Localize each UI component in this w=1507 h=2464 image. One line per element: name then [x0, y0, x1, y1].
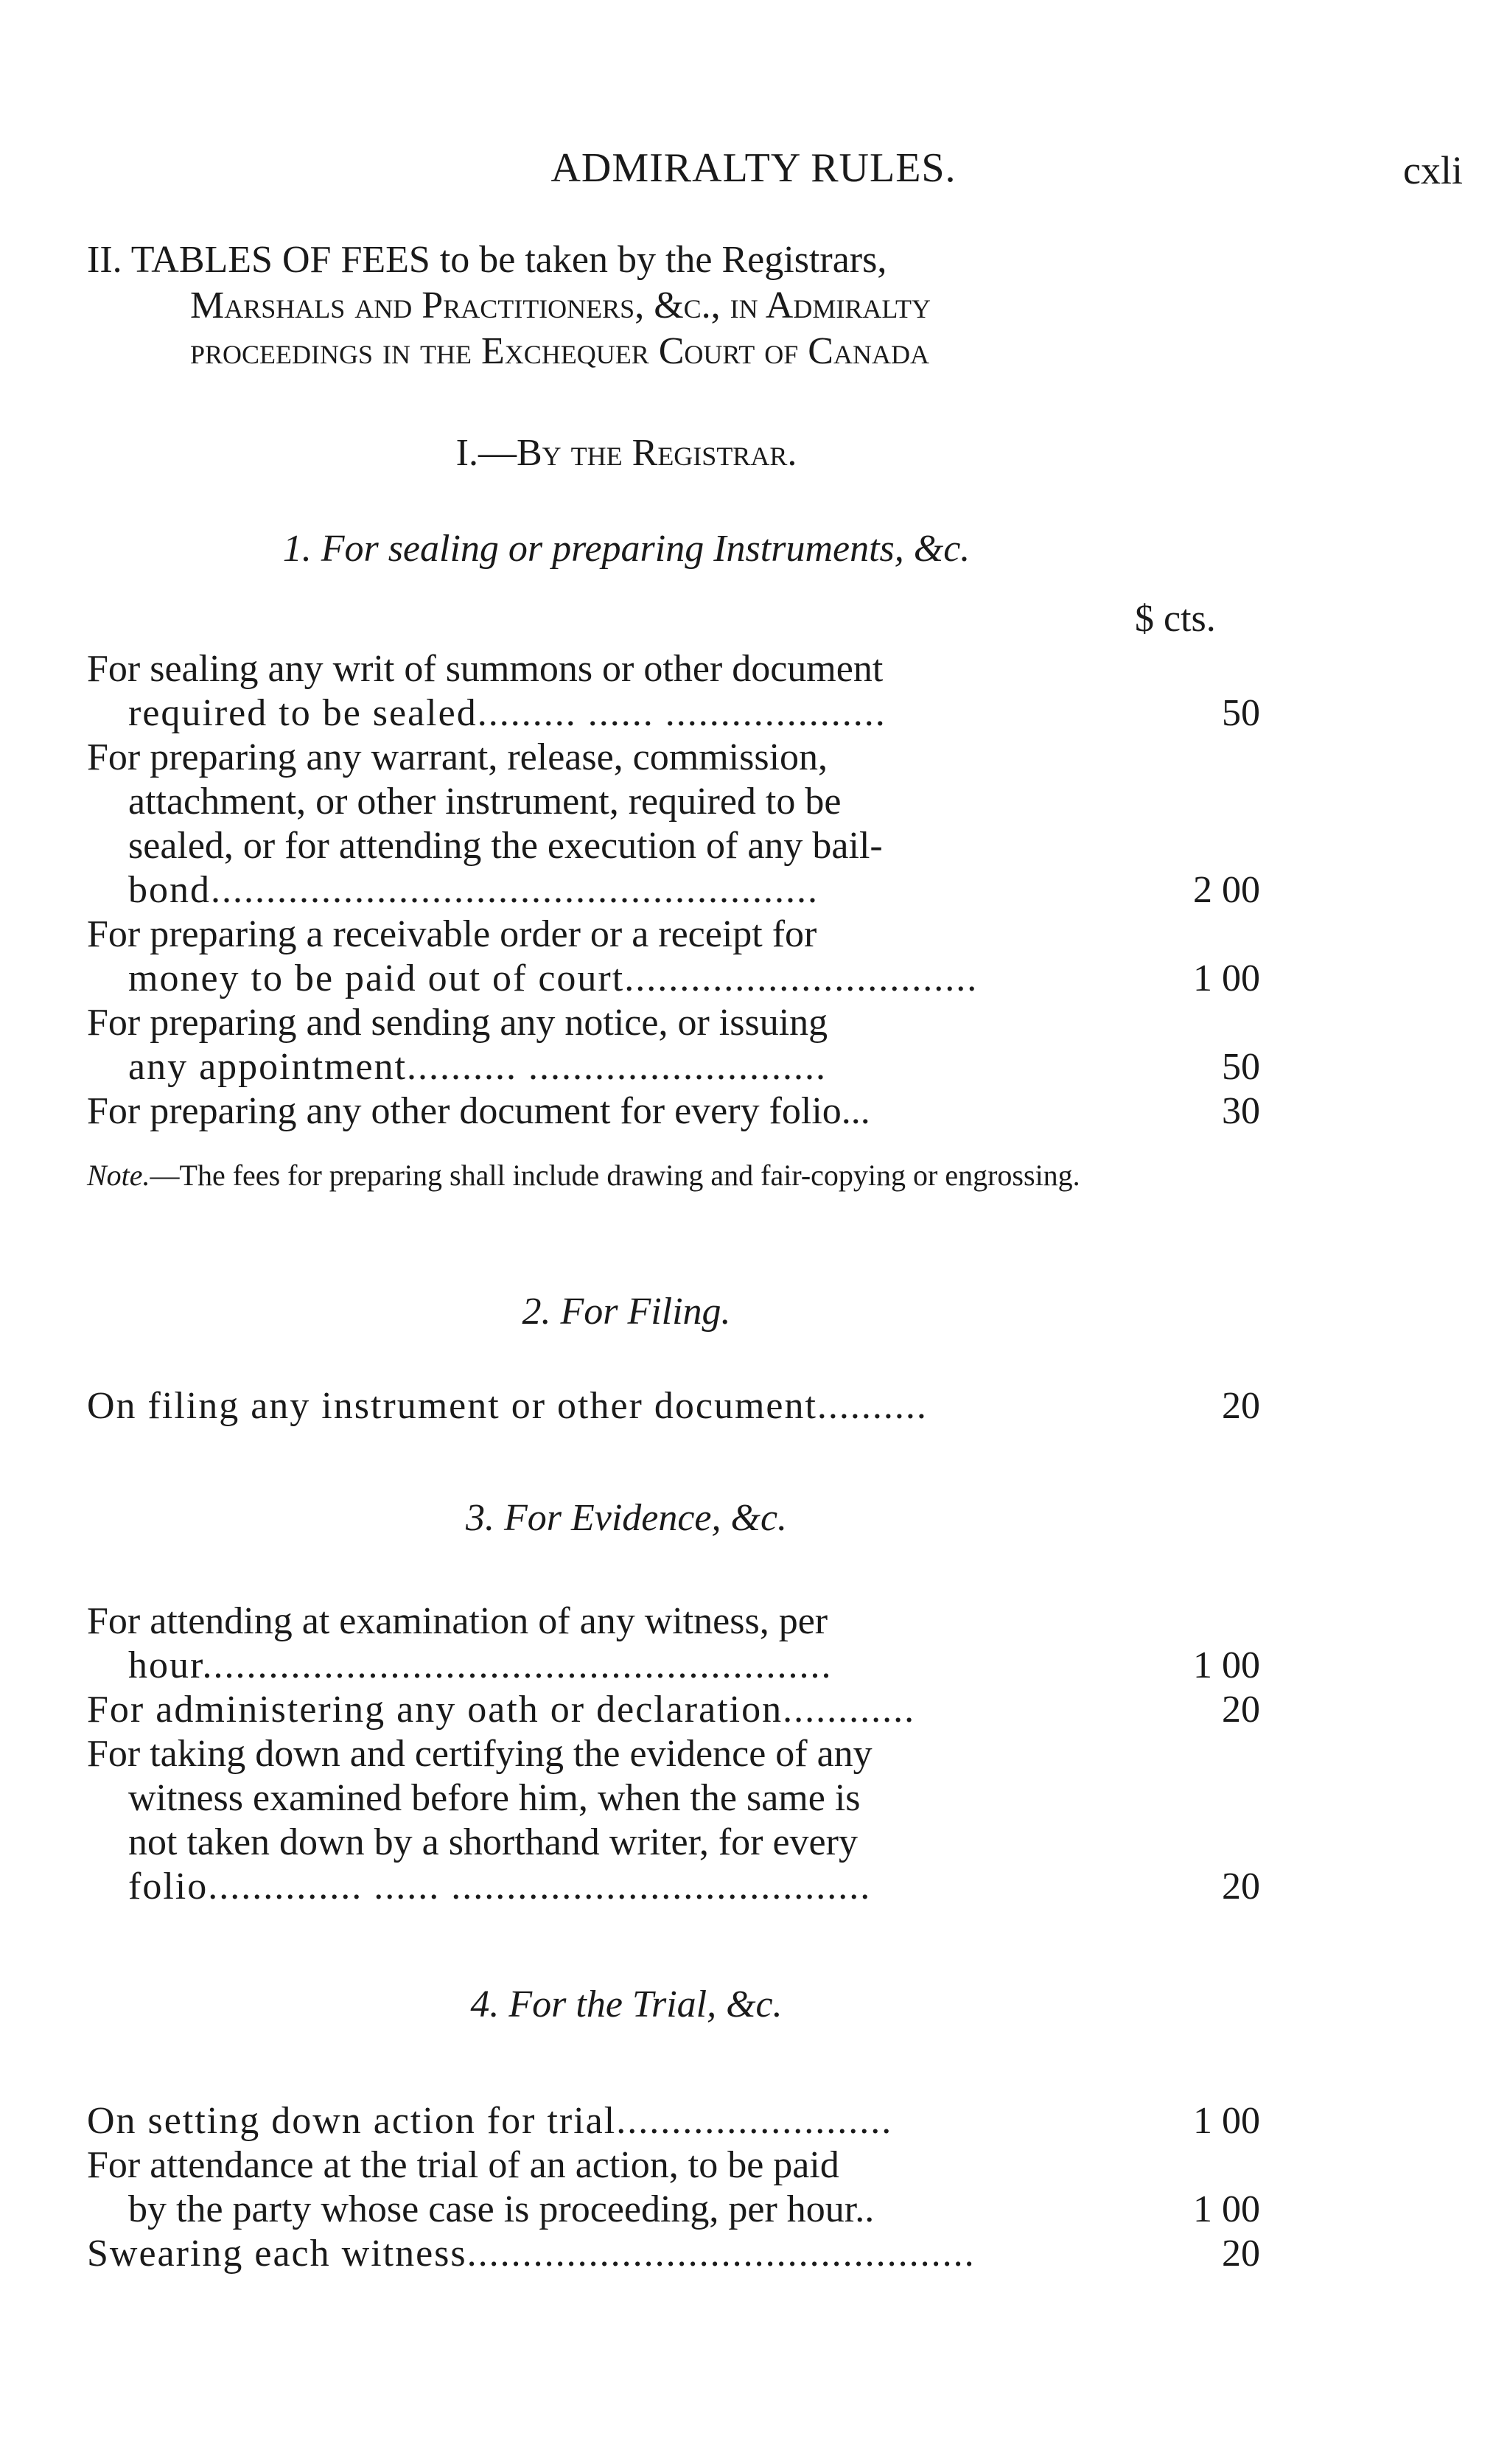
fee-entry — [87, 2099, 1111, 2143]
entry-line: On setting down action for trial......................... — [87, 2100, 893, 2142]
section-heading-1: 1. For sealing or preparing Instruments, &c. — [282, 528, 971, 570]
entry-line: For preparing a receivable order or a receipt for — [87, 913, 817, 955]
entry-line: bond....................................................... — [128, 869, 819, 911]
entry-line: For preparing any other document for every folio... — [87, 1090, 870, 1132]
fee-amount: 20 — [1222, 1866, 1260, 1908]
fee-note — [87, 1157, 1266, 1194]
fee-amount: 30 — [1222, 1090, 1260, 1132]
entry-line: For taking down and certifying the evidence of any — [87, 1733, 873, 1775]
fee-amount: 1 00 — [1193, 1644, 1260, 1686]
fee-amount: 20 — [1222, 2233, 1260, 2275]
entry-line: not taken down by a shorthand writer, for every — [128, 1821, 858, 1863]
fee-entry — [87, 1688, 1111, 1732]
entry-line: For attending at examination of any witness, per — [87, 1600, 828, 1642]
fee-entry — [87, 1384, 1111, 1428]
section-heading-3: 3. For Evidence, &c. — [465, 1497, 788, 1539]
fee-amount: 1 00 — [1193, 2100, 1260, 2142]
entry-line: For preparing any warrant, release, commission, — [87, 736, 828, 778]
fee-amount: 50 — [1222, 1046, 1260, 1088]
table-title — [87, 237, 1266, 374]
fee-entry — [87, 1599, 1111, 1688]
table-title-line-1: II. TABLES OF FEES to be taken by the Registrars, — [87, 239, 887, 281]
fee-entry — [87, 2232, 1111, 2276]
part-heading: I.—By the Registrar. — [455, 432, 797, 474]
entry-line: attachment, or other instrument, required to be — [128, 781, 842, 823]
table-title-line-3: proceedings in the Exchequer Court of Canada — [190, 330, 929, 372]
entry-line: hour......................................................... — [128, 1644, 833, 1686]
fee-entry — [87, 1001, 1111, 1089]
fee-amount: 20 — [1222, 1689, 1260, 1731]
section-heading-4: 4. For the Trial, &c. — [470, 1983, 783, 2025]
currency-header: $ cts. — [1135, 598, 1216, 640]
entry-line: any appointment.......... ........................... — [128, 1046, 828, 1088]
fee-entry — [87, 912, 1111, 1001]
entry-line: required to be sealed......... ...... .................... — [128, 692, 887, 734]
fee-amount: 1 00 — [1193, 2188, 1260, 2230]
fee-entry — [87, 1089, 1111, 1134]
entry-line: For administering any oath or declaration............ — [87, 1689, 916, 1731]
entry-line: For sealing any writ of summons or other document — [87, 648, 884, 690]
entry-line: witness examined before him, when the same is — [128, 1777, 861, 1819]
note-label: Note. — [87, 1159, 150, 1192]
section-heading-2: 2. For Filing. — [522, 1291, 731, 1333]
fee-entry — [87, 647, 1111, 736]
fee-amount: 20 — [1222, 1385, 1260, 1427]
entry-line: sealed, or for attending the execution of any bail- — [128, 825, 883, 867]
page-folio: cxli — [1403, 148, 1463, 192]
running-head: ADMIRALTY RULES. — [550, 145, 957, 191]
entry-line: folio.............. ...... ...................................... — [128, 1866, 872, 1908]
fee-amount: 50 — [1222, 692, 1260, 734]
entry-line: On filing any instrument or other document.......... — [87, 1385, 928, 1427]
entry-line: For preparing and sending any notice, or issuing — [87, 1002, 828, 1044]
fee-entry — [87, 1732, 1111, 1909]
entry-line: Swearing each witness.............................................. — [87, 2233, 976, 2275]
table-title-line-2: Marshals and Practitioners, &c., in Admiralty — [190, 285, 931, 327]
fee-entry — [87, 736, 1111, 912]
entry-line: by the party whose case is proceeding, per hour.. — [128, 2188, 875, 2230]
fee-entry — [87, 2143, 1111, 2232]
note-text: —The fees for preparing shall include drawing and fair-copying or engrossing. — [150, 1159, 1080, 1192]
fee-amount: 2 00 — [1193, 869, 1260, 911]
fee-amount: 1 00 — [1193, 957, 1260, 999]
entry-line: For attendance at the trial of an action, to be paid — [87, 2144, 839, 2186]
entry-line: money to be paid out of court................................ — [128, 957, 979, 999]
